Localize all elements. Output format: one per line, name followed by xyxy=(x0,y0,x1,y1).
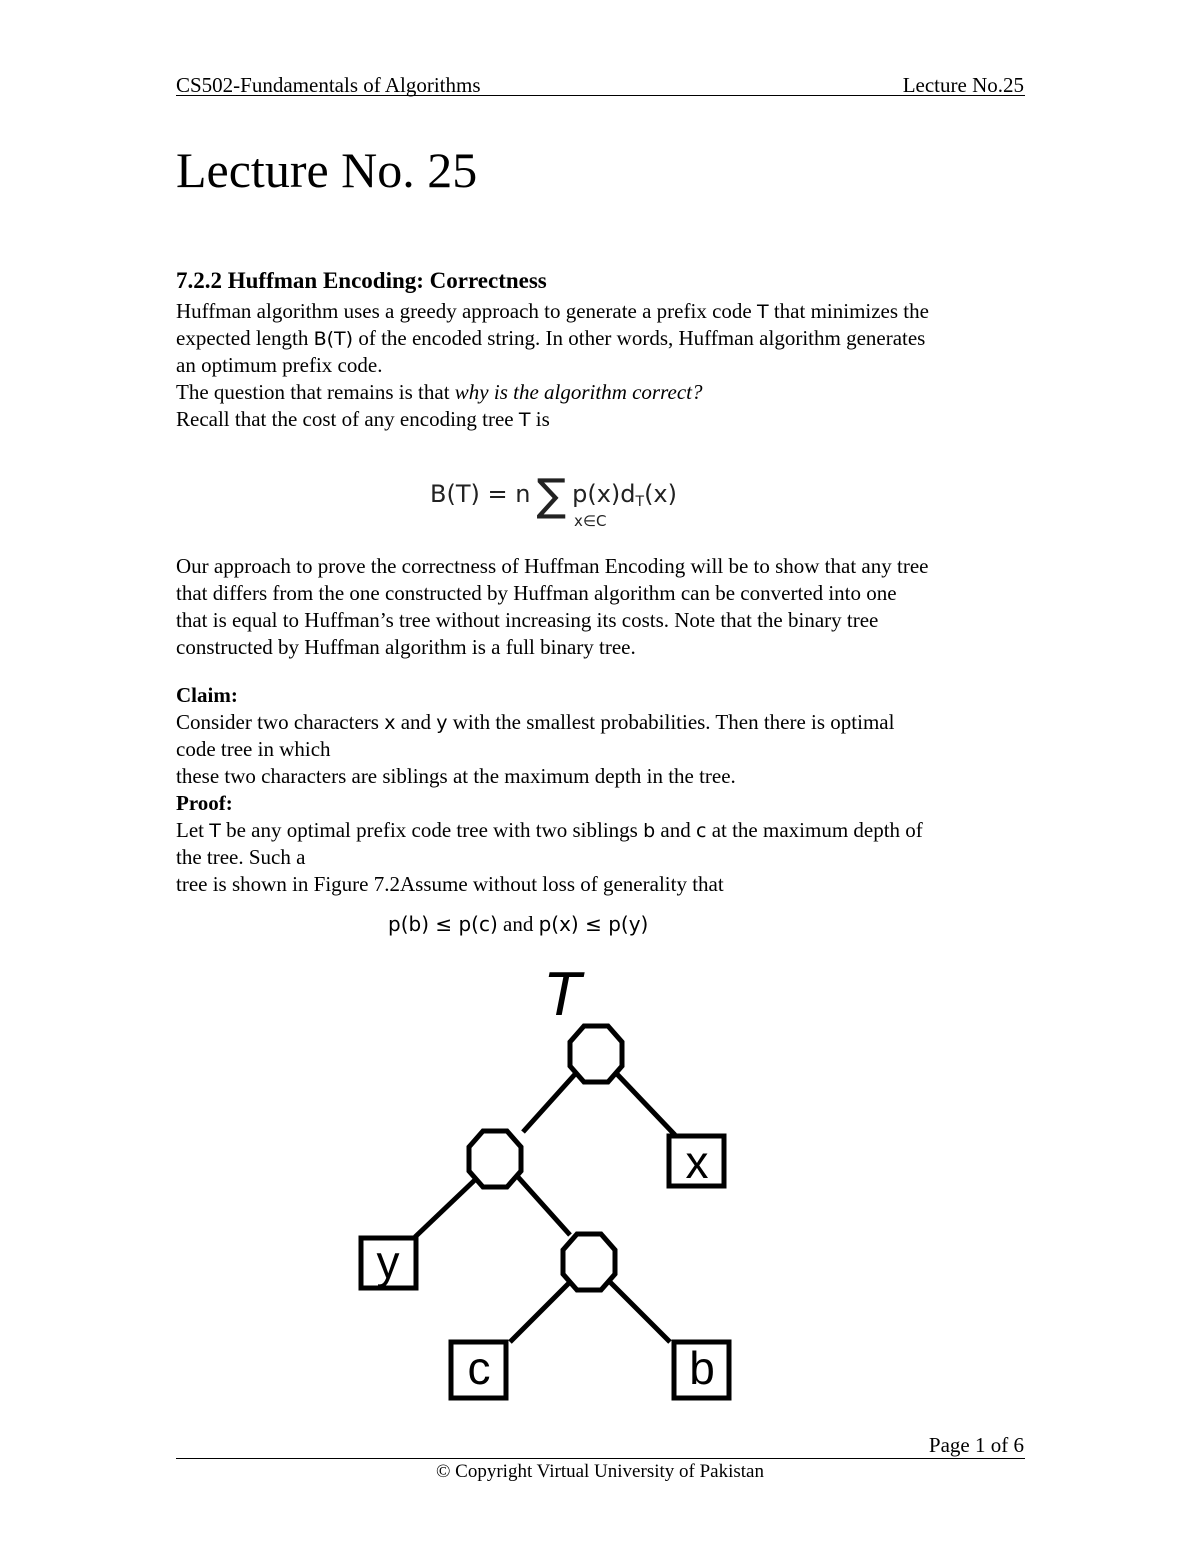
edge-left-inner xyxy=(518,1177,570,1235)
root-node xyxy=(570,1026,622,1082)
footer-rule xyxy=(176,1458,1025,1459)
proof-label: Proof: xyxy=(176,791,233,815)
intro-line-5: Recall that the cost of any encoding tree T is xyxy=(176,407,550,431)
footer-copyright: © Copyright Virtual University of Pakistan xyxy=(435,1461,764,1482)
approach-line-3: that is equal to Huffman’s tree without increasing its costs. Note that the binary tree xyxy=(176,608,879,632)
tree-title: T xyxy=(543,960,581,1029)
edge-root-x xyxy=(615,1072,675,1135)
edge-left-y xyxy=(415,1177,478,1237)
proof-line-3: tree is shown in Figure 7.2Assume without loss of generality that xyxy=(176,872,724,896)
leaf-c-label: c xyxy=(467,1342,491,1394)
edge-inner-b xyxy=(608,1280,670,1342)
huffman-tree-figure xyxy=(340,960,760,1410)
header-lecture: Lecture No.25 xyxy=(902,73,1024,97)
edge-root-left xyxy=(523,1072,577,1132)
claim-line-2: code tree in which xyxy=(176,737,331,761)
claim-line-3: these two characters are siblings at the maximum depth in the tree. xyxy=(176,764,736,788)
approach-line-1: Our approach to prove the correctness of Huffman Encoding will be to show that any tree xyxy=(176,554,929,578)
approach-line-2: that differs from the one constructed by Huffman algorithm can be converted into one xyxy=(176,581,897,605)
left-internal-node xyxy=(469,1131,521,1187)
leaf-y-label: y xyxy=(376,1236,400,1288)
claim-line-1: Consider two characters x and y with the smallest probabilities. Then there is optimal xyxy=(176,710,895,734)
leaf-x-label: x xyxy=(685,1136,709,1188)
edge-inner-c xyxy=(510,1280,572,1342)
page-number: Page 1 of 6 xyxy=(928,1433,1024,1457)
intro-line-2: expected length B(T) of the encoded string. In other words, Huffman algorithm generates xyxy=(176,326,926,350)
proof-line-2: the tree. Such a xyxy=(176,845,306,869)
proof-line-1: Let T be any optimal prefix code tree with two siblings b and c at the maximum depth of xyxy=(176,818,923,842)
approach-line-4: constructed by Huffman algorithm is a full binary tree. xyxy=(176,635,636,659)
tree-edges xyxy=(415,1072,675,1342)
header-rule xyxy=(176,95,1025,96)
inner-internal-node xyxy=(563,1234,615,1290)
section-heading: 7.2.2 Huffman Encoding: Correctness xyxy=(176,268,547,293)
probability-inequality: p(b) ≤ p(c) and p(x) ≤ p(y) xyxy=(388,912,649,936)
page-title: Lecture No. 25 xyxy=(176,142,478,198)
intro-line-4: The question that remains is that why is the algorithm correct? xyxy=(176,380,703,404)
intro-line-3: an optimum prefix code. xyxy=(176,353,383,377)
intro-line-1: Huffman algorithm uses a greedy approach to generate a prefix code T that minimizes the xyxy=(176,299,929,323)
leaf-b-label: b xyxy=(689,1342,715,1394)
cost-formula: B(T) = n ∑ p(x)dT(x) x∈C xyxy=(430,470,677,530)
header-course: CS502-Fundamentals of Algorithms xyxy=(176,73,481,97)
claim-label: Claim: xyxy=(176,683,238,707)
